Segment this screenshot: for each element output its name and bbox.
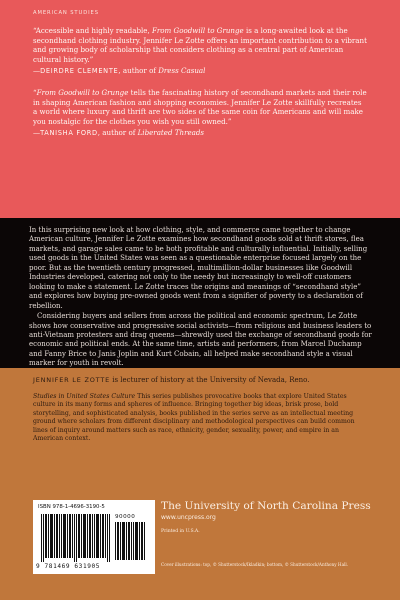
blurb-author-book: Dress Casual — [158, 66, 206, 76]
price-barcode-image — [115, 522, 147, 560]
blurb-book-title: From Goodwill to Grunge — [151, 26, 244, 35]
category-label: AMERICAN STUDIES — [33, 10, 99, 16]
publisher-name: The University of North Carolina Press — [161, 500, 371, 512]
blurb-author-name: DEIRDRE CLEMENTE — [40, 67, 119, 76]
author-bio: JENNIFER LE ZOTTE is lecturer of history at the University of Nevada, Reno. — [33, 376, 310, 384]
series-description: Studies in United States Culture This series publishes provocative books that explore United States culture in its many forms and spheres of influence. Bringing together big ideas, brisk prose, bold storytelling, and sophisticated analysis, books published in the series serve as an intellectual meeting ground where scholars from different disciplinary and methodological perspectives can build common lines of inquiry around matters such as race, ethnicity, gender, sexuality, power, and empire in an American context. — [33, 392, 355, 443]
cover-credits: Cover illustrations: top, © Shutterstock/Ikladkin; bottom, © Shutterstock/Anthony Hall. — [161, 562, 349, 567]
description-paragraph: In this surprising new look at how clothing, style, and commerce came together to change American culture, Jennifer Le Zotte examines how secondhand goods sold at thrift stores, flea markets, and garage sales came to be both profitable and culturally influential. Initially, selling used goods in the United States was seen as a questionable enterprise focused largely on the poor. But as the twentieth century progressed, multimillion-dollar businesses like Goodwill Industries developed, catering not only to the needy but increasingly to well-off customers looking to make a statement. Le Zotte traces the origins and meanings of “secondhand style” and explores how buying pre-owned goods went from a signifier of poverty to a declaration of rebellion. — [29, 226, 368, 310]
isbn-number: ISBN 978-1-4696-3190-5 — [38, 504, 105, 510]
author-and-publisher-section — [0, 368, 400, 600]
printed-in-label: Printed in U.S.A. — [161, 529, 200, 534]
blurb-book-title: From Goodwill to Grunge — [36, 87, 129, 97]
barcode-panel — [33, 500, 155, 574]
ean-number: 9 781469 631905 — [36, 563, 101, 570]
blurb-attribution: —TANISHA FORD, author of Liberated Threads — [33, 128, 205, 138]
blurb-quote: “Accessible and highly readable, From Goodwill to Grunge is a long-awaited look at the secondhand clothing industry. Jennifer Le Zotte offers an important contribution to a vibrant and growing body of scholarship that considers clothing as a central part of American cultural history.” — [33, 26, 367, 64]
endorsements-section — [0, 0, 400, 218]
blurb-author-name: TANISHA FORD — [40, 129, 98, 138]
description-section — [0, 218, 400, 368]
cover-footer — [33, 500, 371, 590]
publisher-block — [161, 500, 371, 535]
blurb-quote: “From Goodwill to Grunge tells the fascinating history of secondhand markets and their role in shaping American fashion and shopping economies. Jennifer Le Zotte skillfully recreates a world where luxury and thrift are two sides of the same coin for Americans and will make you nostalgic for the clothes you wish you still owned.” — [33, 87, 367, 126]
ean-barcode-image — [41, 514, 111, 562]
author-name: JENNIFER LE ZOTTE — [33, 376, 110, 384]
blurb-attribution: —DEIRDRE CLEMENTE, author of Dress Casual — [33, 66, 206, 76]
publisher-url: www.uncpress.org — [161, 514, 216, 521]
series-title: Studies in United States Culture — [33, 392, 136, 400]
price-code: 90000 — [115, 514, 136, 520]
description-paragraph: Considering buyers and sellers from across the political and economic spectrum, Le Zotte shows how conservative and progressive social activists—from religious and business leaders to anti-Vietnam protesters and drag queens—shrewdly used the exchange of secondhand goods for economic and political ends. At the same time, artists and performers, from Marcel Duchamp and Fanny Brice to Janis Joplin and Kurt Cobain, all helped make secondhand style a visual marker for youth in revolt. — [29, 312, 372, 368]
blurb-author-book: Liberated Threads — [137, 128, 205, 138]
